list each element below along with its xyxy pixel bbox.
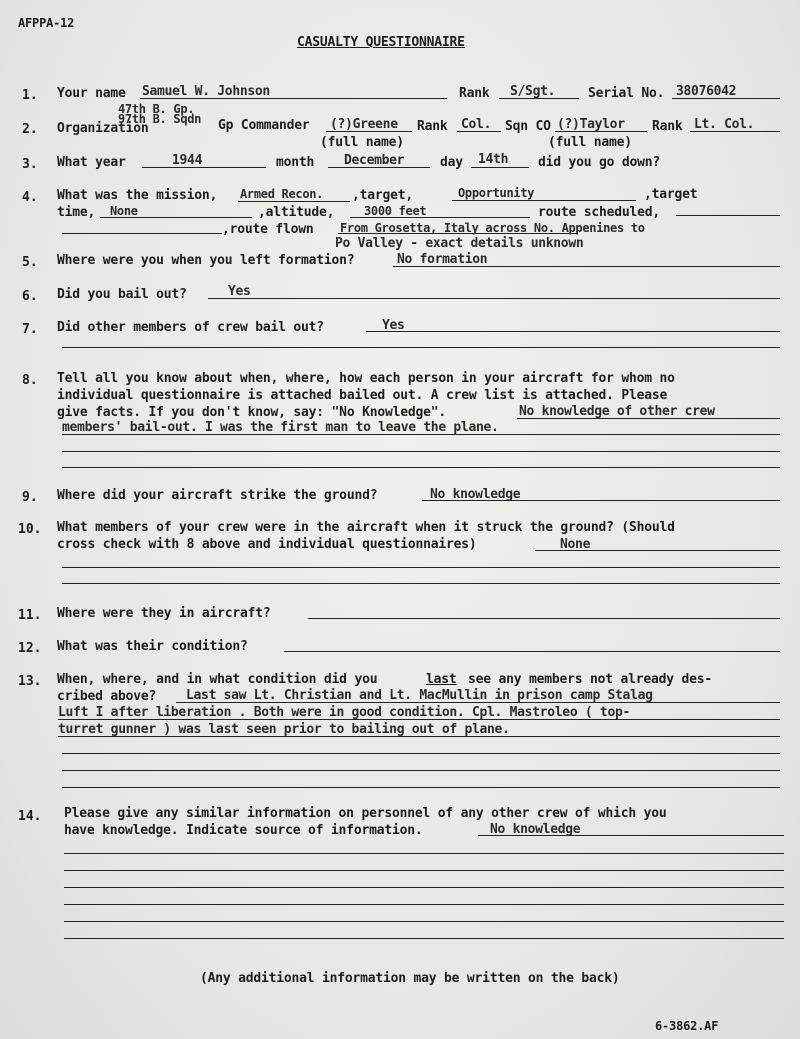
q14-number: 14. bbox=[18, 809, 42, 824]
q13-answer-3: turret gunner ) was last seen prior to bailing out of plane. bbox=[58, 722, 510, 737]
q13-line-a bbox=[176, 702, 780, 703]
q4-route-flown-line bbox=[338, 233, 578, 234]
q1-number: 1. bbox=[22, 88, 38, 103]
q2-full-name-note-2: (full name) bbox=[548, 135, 632, 150]
q10-line-a bbox=[535, 550, 780, 551]
footer-note: (Any additional information may be written on the back) bbox=[200, 971, 620, 986]
q2-sqn-rank-line bbox=[690, 131, 780, 132]
q11-line bbox=[308, 618, 780, 619]
q13-line-b bbox=[58, 719, 780, 720]
q1-name-value: Samuel W. Johnson bbox=[142, 84, 270, 99]
q13-answer-1: Last saw Lt. Christian and Lt. MacMullin in prison camp Stalag bbox=[186, 688, 653, 703]
q12-label: What was their condition? bbox=[57, 639, 248, 654]
q2-org-line1: 47th B. Gp. bbox=[118, 102, 195, 116]
q8-line-2: individual questionnaire is attached bailed out. A crew list is attached. Please bbox=[57, 388, 668, 403]
q11-number: 11. bbox=[18, 608, 42, 623]
q8-line-3: give facts. If you don't know, say: "No Knowledge". bbox=[57, 405, 446, 420]
q3-number: 3. bbox=[22, 157, 38, 172]
q14-line-1: Please give any similar information on personnel of any other crew of which you bbox=[64, 806, 667, 821]
q4-route-flown-value: From Grosetta, Italy across No. Appenines to bbox=[340, 221, 645, 235]
q13-line-1b: last bbox=[426, 672, 457, 687]
q2-number: 2. bbox=[22, 122, 38, 137]
q13-line-c bbox=[58, 736, 780, 737]
q4-time-line bbox=[100, 217, 252, 218]
q3-day-value: 14th bbox=[478, 152, 509, 167]
q6-label: Did you bail out? bbox=[57, 287, 187, 302]
q7-line-2 bbox=[62, 347, 780, 348]
q13-line-e bbox=[62, 770, 780, 771]
q1-serial-line bbox=[672, 98, 780, 99]
q13-line-f bbox=[62, 787, 780, 788]
q14-line-d bbox=[64, 887, 784, 888]
q5-answer: No formation bbox=[397, 252, 488, 267]
q4-altitude-label: ,altitude, bbox=[258, 205, 335, 220]
q4-number: 4. bbox=[22, 190, 38, 205]
q3-year-label: What year bbox=[57, 155, 126, 170]
q14-line-2: have knowledge. Indicate source of information. bbox=[64, 823, 423, 838]
q1-name-label: Your name bbox=[57, 86, 126, 101]
q1-serial-label: Serial No. bbox=[588, 86, 665, 101]
q13-number: 13. bbox=[18, 674, 42, 689]
form-id: AFPPA-12 bbox=[18, 16, 75, 30]
q11-label: Where were they in aircraft? bbox=[57, 606, 271, 621]
q8-line-c bbox=[62, 451, 780, 452]
q3-day-line bbox=[471, 167, 529, 168]
q2-gp-label: Gp Commander bbox=[218, 118, 310, 133]
q4-mission-value: Armed Recon. bbox=[240, 187, 324, 201]
q8-line-b bbox=[62, 434, 780, 435]
q1-name-line bbox=[140, 98, 447, 99]
q4-target-label: ,target, bbox=[352, 188, 414, 203]
q4-route-scheduled-line-1 bbox=[676, 215, 780, 216]
q14-line-c bbox=[64, 870, 784, 871]
q3-day-label: day bbox=[440, 155, 463, 170]
q7-answer: Yes bbox=[382, 318, 405, 333]
q14-answer: No knowledge bbox=[490, 822, 581, 837]
q10-line-1: What members of your crew were in the aircraft when it struck the ground? (Should bbox=[57, 520, 675, 535]
q4-route-scheduled-line-2 bbox=[62, 233, 222, 234]
q5-label: Where were you when you left formation? bbox=[57, 253, 355, 268]
q2-rank-label: Rank bbox=[417, 119, 448, 134]
q4-altitude-value: 3000 feet bbox=[364, 204, 427, 218]
q14-line-b bbox=[64, 853, 784, 854]
q13-line-1a: When, where, and in what condition did you bbox=[57, 672, 378, 687]
q1-rank-label: Rank bbox=[459, 86, 490, 101]
q4-mission-label: What was the mission, bbox=[57, 188, 218, 203]
q2-sqn-label: Sqn CO bbox=[505, 119, 551, 134]
q6-line bbox=[208, 298, 780, 299]
q7-line-1 bbox=[366, 331, 780, 332]
q9-line bbox=[422, 500, 780, 501]
q3-year-value: 1944 bbox=[172, 153, 203, 168]
q4-altitude-line bbox=[350, 217, 530, 218]
q10-answer: None bbox=[560, 537, 591, 552]
q1-rank-value: S/Sgt. bbox=[510, 84, 556, 99]
q13-answer-2: Luft I after liberation . Both were in good condition. Cpl. Mastroleo ( top- bbox=[58, 705, 631, 720]
q10-line-2: cross check with 8 above and individual questionnaires) bbox=[57, 537, 477, 552]
q10-line-b bbox=[62, 567, 780, 568]
q6-number: 6. bbox=[22, 289, 38, 304]
q2-sqn-line bbox=[555, 131, 647, 132]
q4-time-label: time, bbox=[57, 205, 96, 220]
form-code: 6-3862.AF bbox=[655, 1019, 719, 1033]
q12-number: 12. bbox=[18, 641, 42, 656]
q9-label: Where did your aircraft strike the ground? bbox=[57, 488, 378, 503]
q7-number: 7. bbox=[22, 322, 38, 337]
q4-time-value: None bbox=[110, 204, 138, 218]
q13-line-d bbox=[62, 753, 780, 754]
q7-label: Did other members of crew bail out? bbox=[57, 320, 324, 335]
q12-line bbox=[284, 651, 780, 652]
q3-month-line bbox=[328, 167, 430, 168]
q14-line-a bbox=[478, 835, 784, 836]
q3-tail: did you go down? bbox=[538, 155, 661, 170]
q3-month-label: month bbox=[276, 155, 315, 170]
q8-line-a bbox=[517, 418, 780, 419]
q4-route-flown-value-2: Po Valley - exact details unknown bbox=[335, 236, 584, 251]
q3-year-line bbox=[142, 167, 266, 168]
q2-org-label: Organization bbox=[57, 121, 149, 136]
q13-line-2: cribed above? bbox=[57, 689, 157, 704]
q13-line-1c: see any members not already des- bbox=[468, 672, 713, 687]
q14-line-e bbox=[64, 904, 784, 905]
q14-line-f bbox=[64, 921, 784, 922]
q4-mission-line bbox=[238, 201, 350, 202]
q5-line bbox=[393, 266, 780, 267]
q1-rank-line bbox=[499, 98, 579, 99]
q9-number: 9. bbox=[22, 490, 38, 505]
q4-target-time-label: ,target bbox=[644, 187, 698, 202]
q10-number: 10. bbox=[18, 522, 42, 537]
q1-serial-value: 38076042 bbox=[676, 84, 737, 99]
q4-target-value: Opportunity bbox=[458, 186, 535, 200]
form-title: CASUALTY QUESTIONNAIRE bbox=[297, 35, 465, 50]
q10-line-c bbox=[62, 583, 780, 584]
q4-route-flown-label: ,route flown bbox=[222, 222, 314, 237]
q14-line-g bbox=[64, 938, 784, 939]
q8-answer-2: members' bail-out. I was the first man to leave the plane. bbox=[62, 420, 499, 435]
q8-line-1: Tell all you know about when, where, how each person in your aircraft for whom no bbox=[57, 371, 675, 386]
q8-number: 8. bbox=[22, 373, 38, 388]
q8-line-d bbox=[62, 467, 780, 468]
q2-gp-rank: Col. bbox=[461, 117, 492, 132]
q2-org-line2: 97th B. Sqdn bbox=[118, 112, 202, 126]
q2-gp-line bbox=[326, 131, 412, 132]
q3-month-value: December bbox=[344, 153, 405, 168]
q2-gp-rank-line bbox=[457, 131, 501, 132]
q9-answer: No knowledge bbox=[430, 487, 521, 502]
q2-sqn-co: (?)Taylor bbox=[557, 117, 625, 132]
q8-answer-1: No knowledge of other crew bbox=[519, 404, 715, 419]
q5-number: 5. bbox=[22, 255, 38, 270]
q4-route-scheduled-label: route scheduled, bbox=[538, 205, 661, 220]
q2-full-name-note-1: (full name) bbox=[320, 135, 404, 150]
q2-gp-commander: (?)Greene bbox=[330, 117, 398, 132]
q2-rank-label-2: Rank bbox=[652, 119, 683, 134]
q4-target-line bbox=[452, 200, 636, 201]
q2-sqn-rank: Lt. Col. bbox=[694, 117, 755, 132]
q6-answer: Yes bbox=[228, 284, 251, 299]
